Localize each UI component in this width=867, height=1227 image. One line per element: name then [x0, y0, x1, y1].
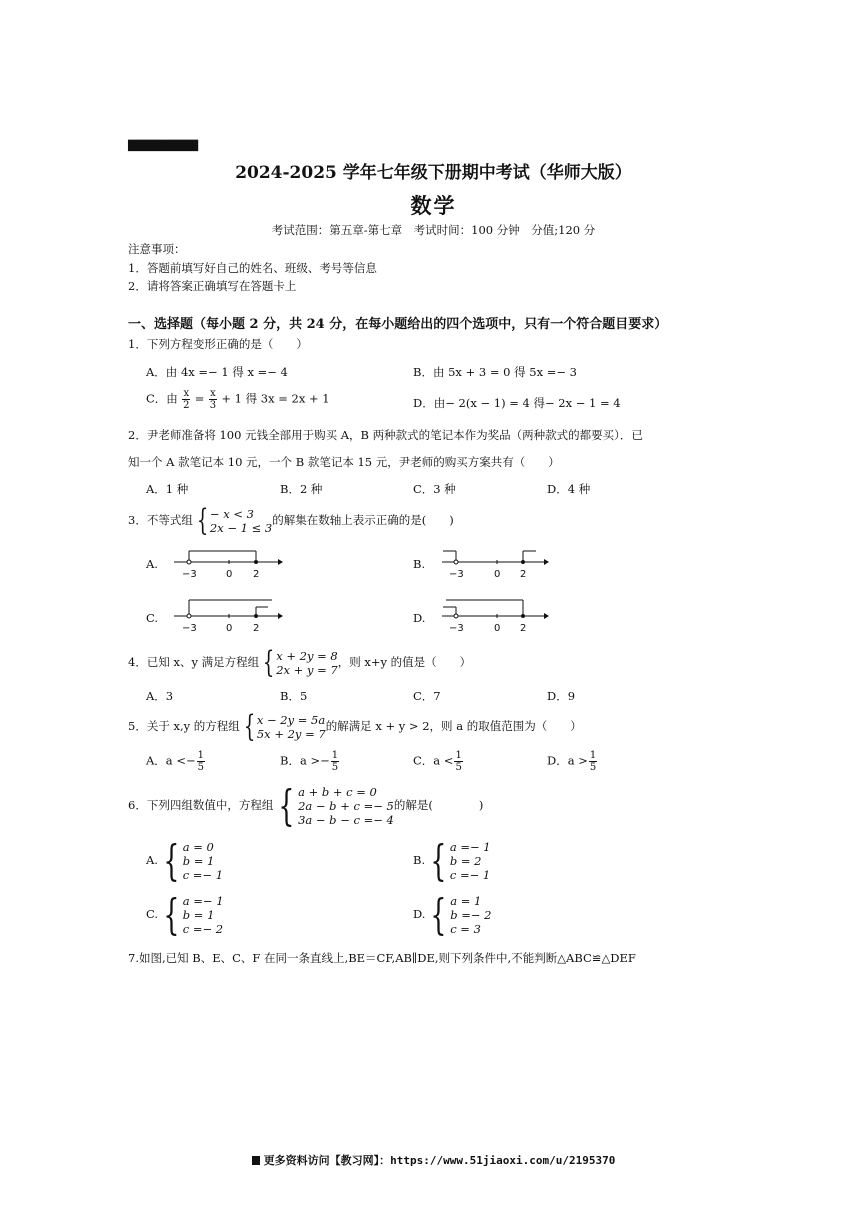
- left-brace: {: [430, 890, 447, 939]
- q4-system: [259, 645, 338, 680]
- left-brace: {: [430, 836, 447, 885]
- frac-num: 1: [197, 750, 204, 761]
- tick-label: 0: [226, 623, 233, 634]
- q2-option-a: A．1 种: [146, 482, 189, 496]
- q5-a-frac: [197, 750, 205, 773]
- q3-numberline-a: [168, 544, 283, 580]
- note-item-1: 1．答题前填写好自己的姓名、班级、考号等信息: [128, 261, 377, 275]
- q3-stem: [128, 503, 454, 538]
- q3-suffix: 的解集在数轴上表示正确的是( ): [272, 513, 454, 527]
- left-brace: {: [163, 890, 180, 939]
- q6-option-d: [413, 890, 492, 939]
- tick-label: −3: [449, 569, 464, 580]
- tick-label: 2: [253, 569, 260, 580]
- eq: c =− 2: [182, 922, 224, 936]
- q1-stem: 1．下列方程变形正确的是（ ）: [128, 337, 308, 351]
- q4-option-b: B．5: [280, 689, 308, 703]
- q1-option-b: B．由 5x + 3 = 0 得 5x =− 3: [413, 365, 577, 379]
- option-system: [158, 890, 224, 939]
- q1-option-a: A．由 4x =− 1 得 x =− 4: [146, 365, 288, 379]
- q3-option-c-label: C.: [146, 611, 159, 625]
- q5-d-text: D．a >: [547, 753, 588, 768]
- q6-eq3: 3a − b − c =− 4: [298, 813, 394, 827]
- frac-num: 1: [589, 750, 597, 761]
- q2-option-b: B．2 种: [280, 482, 323, 496]
- eq: a =− 1: [182, 894, 224, 908]
- q1-option-d: D．由− 2(x − 1) = 4 得− 2x − 1 = 4: [413, 396, 621, 410]
- footer-text: 更多资料访问【教习网】：https://www.51jiaoxi.com/u/2195370: [263, 1154, 616, 1167]
- tick-label: 0: [494, 569, 501, 580]
- q5-system: [240, 709, 326, 744]
- frac-num: x: [183, 388, 190, 399]
- q2-option-c: C．3 种: [413, 482, 456, 496]
- q1-c-suffix: + 1 得 3x = 2x + 1: [221, 391, 330, 406]
- option-label: A.: [146, 853, 158, 867]
- eq: b = 1: [182, 908, 215, 922]
- tick-label: 0: [226, 569, 233, 580]
- q3-numberline-c: [168, 597, 283, 633]
- q3-eq2: 2x − 1 ≤ 3: [209, 521, 273, 535]
- q2-line-2: 知一个 A 款笔记本 10 元，一个 B 款笔记本 15 元，尹老师的购买方案共有（ ）: [128, 455, 560, 469]
- q1-option-c: [146, 388, 330, 411]
- frac-den: 3: [209, 400, 217, 411]
- left-brace: {: [243, 709, 256, 744]
- q3-prefix: 3．不等式组: [128, 513, 193, 527]
- option-label: D.: [413, 907, 426, 921]
- q6-option-c: [146, 890, 224, 939]
- cropped-header-text: ▆▆▆▆▆▆▆: [128, 137, 198, 152]
- eq: a = 0: [182, 840, 214, 854]
- option-label: B.: [413, 853, 426, 867]
- q4-option-c: C．7: [413, 689, 441, 703]
- q6-option-a: [146, 836, 224, 885]
- eq: b =− 2: [450, 908, 492, 922]
- eq: a = 1: [450, 894, 482, 908]
- left-brace: {: [163, 836, 180, 885]
- q6-system: [273, 781, 394, 830]
- option-system: [425, 890, 492, 939]
- left-brace: {: [262, 645, 275, 680]
- q4-option-d: D．9: [547, 689, 576, 703]
- subject-title: 数学: [410, 193, 457, 218]
- eq: c =− 1: [182, 868, 224, 882]
- exam-meta: 考试范围：第五章-第七章 考试时间：100 分钟 分值;120 分: [271, 223, 596, 237]
- left-brace: {: [278, 781, 295, 830]
- eq: b = 1: [182, 854, 215, 868]
- q5-stem: [128, 709, 582, 744]
- frac-den: 2: [183, 400, 190, 411]
- q6-eq2: 2a − b + c =− 5: [298, 799, 394, 813]
- frac-den: 5: [331, 762, 339, 773]
- q5-option-a: [146, 750, 206, 773]
- q4-eq2: 2x + y = 7: [276, 663, 338, 677]
- q5-d-frac: [589, 750, 597, 773]
- q4-eq1: x + 2y = 8: [276, 649, 338, 663]
- left-brace: {: [196, 503, 209, 538]
- tick-label: 2: [520, 623, 527, 634]
- footer-link[interactable]: [0, 1152, 867, 1168]
- eq: c =− 1: [449, 868, 491, 882]
- eq: c = 3: [450, 922, 481, 936]
- flag-icon: [252, 1156, 260, 1165]
- q2-line-1: 2．尹老师准备将 100 元钱全部用于购买 A，B 两种款式的笔记本作为奖品（两种款式的都要买）．已: [128, 428, 643, 442]
- q6-eq1: a + b + c = 0: [298, 785, 377, 799]
- q6-stem: [128, 781, 484, 830]
- q3-numberline-b: [438, 544, 553, 580]
- q6-option-b: [413, 836, 491, 885]
- frac-den: 5: [455, 762, 462, 773]
- frac-den: 5: [589, 762, 597, 773]
- tick-label: 0: [494, 623, 501, 634]
- eq: b = 2: [449, 854, 482, 868]
- frac-num: 1: [331, 750, 339, 761]
- q1-c-frac2: [209, 388, 217, 411]
- tick-label: −3: [182, 569, 197, 580]
- q5-suffix: 的解满足 x + y > 2，则 a 的取值范围为（ ）: [325, 719, 582, 733]
- q5-prefix: 5．关于 x,y 的方程组: [128, 719, 240, 733]
- q3-option-d-label: D.: [413, 611, 426, 625]
- q4-option-a: A．3: [146, 689, 174, 703]
- q5-option-d: [547, 750, 598, 773]
- exam-title: 2024-2025 学年七年级下册期中考试（华师大版）: [235, 163, 632, 183]
- tick-label: 2: [253, 623, 260, 634]
- q3-numberline-d: [438, 597, 553, 633]
- q5-option-c: [413, 750, 464, 773]
- frac-den: 5: [197, 762, 204, 773]
- q3-system: [193, 503, 273, 538]
- q6-prefix: 6．下列四组数值中，方程组: [128, 798, 274, 812]
- q5-eq1: x − 2y = 5a: [256, 713, 326, 727]
- q5-eq2: 5x + 2y = 7: [256, 727, 326, 741]
- q4-prefix: 4．已知 x、y 满足方程组: [128, 655, 260, 669]
- q5-b-text: B．a >−: [280, 753, 330, 768]
- notes-heading: 注意事项：: [128, 242, 186, 256]
- frac-num: 1: [455, 750, 462, 761]
- q5-c-frac: [454, 750, 462, 773]
- q7-stem: 7.如图,已知 B、E、C、F 在同一条直线上,BE＝CF,AB∥DE,则下列条件中,不能判断△ABC≌△DEF: [128, 951, 636, 965]
- tick-label: −3: [449, 623, 464, 634]
- q3-option-b-label: B.: [413, 557, 426, 571]
- section-heading: 一、选择题（每小题 2 分，共 24 分，在每小题给出的四个选项中，只有一个符合题目要求）: [128, 317, 668, 332]
- q5-c-text: C．a <: [413, 753, 454, 768]
- q5-a-text: A．a <−: [146, 753, 196, 768]
- option-system: [158, 836, 224, 885]
- option-label: C.: [146, 907, 159, 921]
- tick-label: −3: [182, 623, 197, 634]
- q6-suffix: 的解是( ): [393, 798, 484, 812]
- q1-c-eq: =: [194, 391, 205, 406]
- tick-label: 2: [520, 569, 527, 580]
- note-item-2: 2．请将答案正确填写在答题卡上: [128, 279, 297, 293]
- q1-c-frac1: [182, 388, 190, 411]
- q4-stem: [128, 645, 472, 680]
- q3-option-a-label: A.: [146, 557, 158, 571]
- q1-c-prefix: C．由: [146, 391, 178, 406]
- eq: a =− 1: [449, 840, 491, 854]
- q2-option-d: D．4 种: [547, 482, 591, 496]
- q5-option-b: [280, 750, 340, 773]
- q3-eq1: − x < 3: [209, 507, 254, 521]
- frac-num: x: [210, 388, 216, 399]
- q4-suffix: ，则 x+y 的值是（ ）: [337, 655, 472, 669]
- option-system: [425, 836, 491, 885]
- q5-b-frac: [331, 750, 339, 773]
